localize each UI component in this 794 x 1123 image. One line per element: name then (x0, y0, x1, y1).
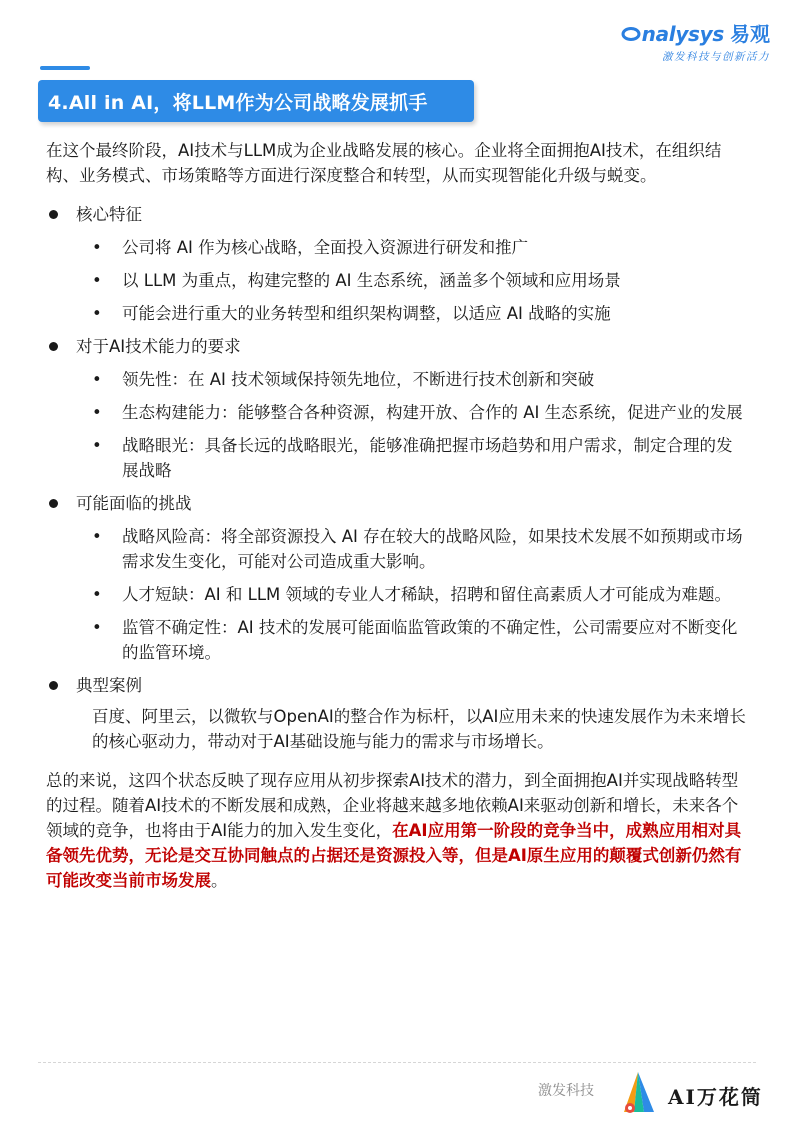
small-bullet-icon: • (92, 238, 102, 257)
list-item (92, 268, 746, 293)
list-item-text: 监管不确定性：AI 技术的发展可能面临监管政策的不确定性，公司需要应对不断变化的监管环境。 (122, 618, 738, 662)
list-item-text: 可能会进行重大的业务转型和组织架构调整，以适应 AI 战略的实施 (122, 304, 611, 323)
list-item (92, 301, 746, 326)
summary-highlight: 在AI应用第一阶段的竞争当中，成熟应用相对具备领先优势，无论是交互协同触点的占据还是资源投入等，但是AI原生应用的颠覆式创新仍然有可能改变当前市场发展 (46, 821, 742, 890)
list-item-text: 领先性：在 AI 技术领域保持领先地位，不断进行技术创新和突破 (122, 370, 595, 389)
analysys-logo (620, 18, 770, 64)
group-heading-row (46, 202, 746, 227)
group-typical-cases (46, 673, 746, 754)
logo-tagline: 激发科技与创新活力 (662, 51, 770, 63)
group-challenges (46, 491, 746, 665)
sub-list (92, 367, 746, 483)
kaleidoscope-logo-icon (608, 1068, 668, 1118)
small-bullet-icon: • (92, 304, 102, 323)
group-heading: 核心特征 (76, 205, 142, 224)
small-bullet-icon: • (92, 618, 102, 637)
group-heading-row (46, 334, 746, 359)
small-bullet-icon: • (92, 585, 102, 604)
section-title-box (38, 80, 474, 122)
analysys-swoosh-icon (621, 23, 641, 41)
list-item (92, 615, 746, 665)
small-bullet-icon: • (92, 527, 102, 546)
logo-english: nalysys (641, 22, 724, 46)
small-bullet-icon: • (92, 370, 102, 389)
footer-brand: AI万花筒 (668, 1085, 763, 1109)
group-heading: 典型案例 (76, 676, 142, 695)
list-item-text: 生态构建能力：能够整合各种资源，构建开放、合作的 AI 生态系统，促进产业的发展 (122, 403, 743, 422)
list-item (92, 235, 746, 260)
list-item-text: 战略风险高：将全部资源投入 AI 存在较大的战略风险，如果技术发展不如预期或市场需求发生变化，可能对公司造成重大影响。 (122, 527, 743, 571)
list-item-text: 公司将 AI 作为核心战略，全面投入资源进行研发和推广 (122, 238, 529, 257)
group-heading-row (46, 673, 746, 698)
group-heading-row (46, 491, 746, 516)
bullet-icon (46, 673, 76, 698)
main-content (46, 138, 746, 893)
bullet-icon (46, 202, 76, 227)
group-heading: 对于AI技术能力的要求 (76, 337, 241, 356)
list-item-text: 以 LLM 为重点，构建完整的 AI 生态系统，涵盖多个领域和应用场景 (122, 271, 621, 290)
logo-chinese: 易观 (730, 22, 770, 46)
group-core-features (46, 202, 746, 326)
sub-list (92, 524, 746, 665)
summary-tail: 。 (211, 871, 228, 890)
intro-paragraph: 在这个最终阶段，AI技术与LLM成为企业战略发展的核心。企业将全面拥抱AI技术，在组织结构、业务模式、市场策略等方面进行深度整合和转型，从而实现智能化升级与蜕变。 (46, 141, 722, 185)
list-item (92, 400, 746, 425)
sub-list (92, 235, 746, 326)
small-bullet-icon: • (92, 271, 102, 290)
case-text: 百度、阿里云，以微软与OpenAI的整合作为标杆，以AI应用未来的快速发展作为未来增长的核心驱动力，带动对于AI基础设施与能力的需求与市场增长。 (92, 707, 746, 751)
list-item-text: 战略眼光：具备长远的战略眼光，能够准确把握市场趋势和用户需求，制定合理的发展战略 (122, 436, 733, 480)
bullet-icon (46, 334, 76, 359)
small-bullet-icon: • (92, 403, 102, 422)
list-item-text: 人才短缺：AI 和 LLM 领域的专业人才稀缺，招聘和留住高素质人才可能成为难题。 (122, 585, 732, 604)
summary-paragraph (46, 768, 746, 893)
footer-slogan: 激发科技 (538, 1083, 594, 1099)
list-item (92, 582, 746, 607)
bullet-icon (46, 491, 76, 516)
group-capability-requirements (46, 334, 746, 483)
small-bullet-icon: • (92, 436, 102, 455)
accent-bar (40, 66, 90, 70)
footer-divider (38, 1062, 756, 1063)
list-item (92, 524, 746, 574)
group-heading: 可能面临的挑战 (76, 494, 192, 513)
list-item (92, 433, 746, 483)
list-item (92, 367, 746, 392)
summary-text: 总的来说，这四个状态反映了现存应用从初步探索AI技术的潜力，到全面拥抱AI并实现战略转型的过程。随着AI技术的不断发展和成熟，企业将越来越多地依赖AI来驱动创新和增长，未来各个领域的竞争，也将由于AI能力的加入发生变化， (46, 771, 739, 840)
section-title: 4.All in AI，将LLM作为公司战略发展抓手 (48, 91, 428, 114)
